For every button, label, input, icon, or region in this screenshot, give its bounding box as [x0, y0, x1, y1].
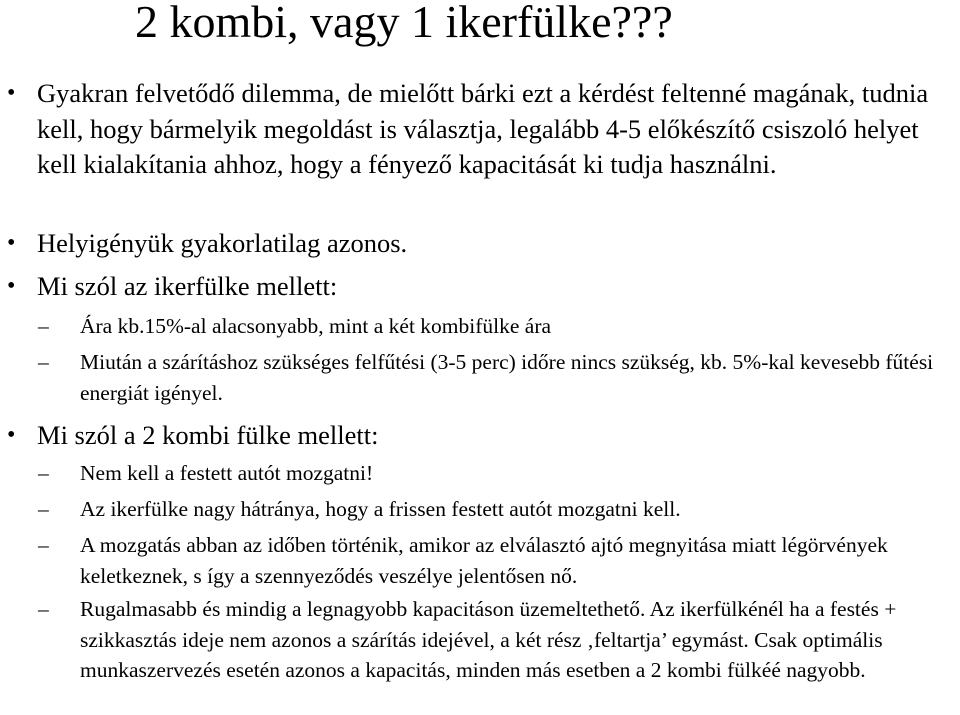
twin-booth-point-energy: – Miután a szárításhoz szükséges felfűtési (3-5 perc) időre nincs szükség, kb. 5%-kal kevesebb fűtési energiát igényel.: [80, 347, 955, 408]
bullet-space-requirement: • Helyigényük gyakorlatilag azonos.: [37, 226, 952, 262]
bullet-twin-booth-heading: • Mi szól az ikerfülke mellett:: [37, 269, 952, 305]
two-combi-point-twin-drawback: – Az ikerfülke nagy hátránya, hogy a frissen festett autót mozgatni kell.: [80, 494, 955, 525]
two-combi-point-turbulence: – A mozgatás abban az időben történik, amikor az elválasztó ajtó megnyitása miatt légörvények keletkeznek, s így a szennyeződés veszélye jelentősen nő.: [80, 530, 955, 591]
twin-booth-point-price: – Ára kb.15%-al alacsonyabb, mint a két kombifülke ára: [80, 311, 955, 342]
slide-title: 2 kombi, vagy 1 ikerfülke???: [135, 0, 673, 47]
two-combi-point-flexibility: – Rugalmasabb és mindig a legnagyobb kapacitáson üzemeltethető. Az ikerfülkénél ha a festés + szikkasztás ideje nem azonos a szárítás idejével, a két rész ‚feltartja’ egymást. Csak optimális munkaszervezés esetén azonos a kapacitás, minden más esetben a 2 kombi fülkéé nagyobb.: [80, 594, 955, 686]
two-combi-point-no-move: – Nem kell a festett autót mozgatni!: [80, 458, 955, 489]
bullet-two-combi-heading: • Mi szól a 2 kombi fülke mellett:: [37, 418, 952, 454]
bullet-dilemma: • Gyakran felvetődő dilemma, de mielőtt bárki ezt a kérdést feltenné magának, tudnia kell, hogy bármelyik megoldást is választja, legalább 4-5 előkészítő csiszoló helyet kell kialakítania ahhoz, hogy a fényező kapacitását ki tudja használni.: [37, 76, 952, 183]
